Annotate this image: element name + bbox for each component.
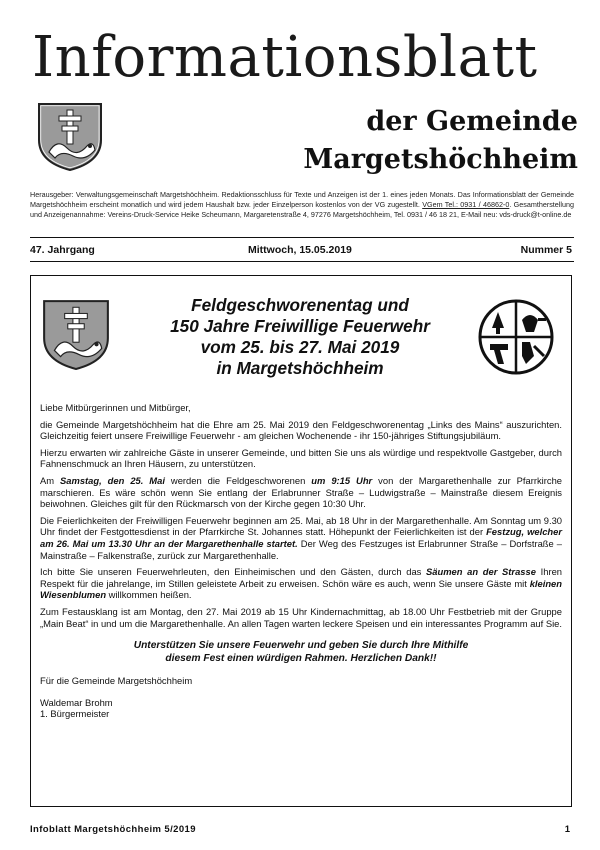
fire-brigade-emblem-icon bbox=[478, 298, 554, 376]
signer-name: Waldemar Brohm bbox=[40, 696, 113, 708]
headline-line: vom 25. bis 27. Mai 2019 bbox=[200, 337, 400, 357]
page-number: 1 bbox=[564, 824, 570, 835]
text: werden die Feldgeschworenen bbox=[164, 474, 312, 486]
paragraph-3 bbox=[40, 475, 562, 510]
text: Der Weg des Festzuges ist Erlabrunner Straße – Dorfstraße – Mainstraße – Falkenstraße, zurück zur Margarethenhalle. bbox=[40, 537, 562, 561]
divider-bottom bbox=[30, 261, 574, 262]
paragraph-5 bbox=[40, 566, 562, 601]
footer-publication: Infoblatt Margetshöchheim 5/2019 bbox=[30, 824, 196, 835]
text: willkommen heißen. bbox=[106, 589, 192, 601]
newsletter-subtitle-line1: der Gemeinde bbox=[366, 106, 578, 137]
salutation: Liebe Mitbürgerinnen und Mitbürger, bbox=[40, 402, 191, 413]
closing: Für die Gemeinde Margetshöchheim bbox=[40, 675, 193, 687]
paragraph-1: die Gemeinde Margetshöchheim hat die Ehre am 25. Mai 2019 den Feldgeschworenentag „Links des Mains“ auszurichten. Gleichzeitig feiert unsere Freiwillige Feuerwehr - am gleichen Wochenende - ihr 150-jähriges Stiftungsjubiläum. bbox=[40, 418, 562, 442]
publisher-text-part1: Herausgeber: Verwaltungsgemeinschaft Margetshöchheim. Redaktionsschluss für Texte und Anzeigen ist der 1. eines jeden Monats. Das Informationsblatt der Gemeinde Margetshöchheim erscheint monatlich und wird jedem Haushalt bzw. jeder Einzelperson kostenlos von der VG zugestellt. bbox=[30, 190, 574, 209]
coat-of-arms-icon bbox=[35, 100, 105, 172]
text: Ihren Respekt für die jahrelange, im Stillen geleistete Arbeit zu erweisen. Schön wäre es auch, wenn Sie unsere Gäste mit bbox=[40, 566, 562, 589]
appeal-line: Unterstützen Sie unsere Feuerwehr und geben Sie durch Ihre Mithilfe bbox=[133, 640, 469, 652]
headline-line: 150 Jahre Freiwillige Feuerwehr bbox=[170, 316, 430, 336]
emphasis: kleinen Wiesenblumen bbox=[40, 577, 562, 601]
text: Die Feierlichkeiten der Freiwilligen Feuerwehr beginnen am 25. Mai, ab 18 Uhr in der Margarethenhalle. Am Sonntag um 9.30 Uhr findet der Festgottesdienst in der Pfarrkirche St. Johannes statt. Höhepunkt der Feierlichkeiten ist der bbox=[40, 514, 562, 538]
publisher-text-part2: . Gesamtherstellung und Anzeigenannahme: Vereins-Druck-Service Heike Scheumann, Margaretenstraße 4, 97276 Margetshöchheim, Tel. 0931 / 46 18 21, E-Mail neu: vds-druck@t-online.de bbox=[30, 200, 574, 219]
headline-line: Feldgeschworenentag und bbox=[191, 295, 409, 315]
publisher-info bbox=[30, 190, 574, 220]
paragraph-2: Hierzu erwarten wir zahlreiche Gäste in unserer Gemeinde, und bitten Sie uns als würdige und respektvolle Gastgeber, durch Fahnenschmuck an Ihren Häusern, zu unterstützen. bbox=[40, 446, 562, 470]
appeal bbox=[40, 639, 562, 665]
signer-title: 1. Bürgermeister bbox=[40, 708, 110, 720]
appeal-line: diesem Fest einen würdigen Rahmen. Herzlichen Dank!! bbox=[165, 653, 437, 665]
article-body bbox=[40, 402, 562, 720]
issue-date: Mittwoch, 15.05.2019 bbox=[248, 244, 352, 256]
headline-line: in Margetshöchheim bbox=[216, 358, 384, 378]
newsletter-subtitle-line2: Margetshöchheim bbox=[303, 144, 578, 175]
issue-number: Nummer 5 bbox=[520, 244, 572, 256]
newsletter-title: Informationsblatt bbox=[32, 25, 538, 90]
emphasis: Festzug, welcher am 26. Mai um 13.30 Uhr an der Margarethenhalle startet. bbox=[40, 526, 563, 549]
text: Ich bitte Sie unseren Feuerwehrleuten, den Einheimischen und den Gästen, durch das bbox=[40, 566, 427, 578]
emphasis: Samstag, den 25. Mai bbox=[60, 474, 165, 486]
emphasis: Säumen an der Strasse bbox=[426, 566, 536, 578]
publisher-phone-link[interactable]: VGem Tel.: 0931 / 46862-0 bbox=[422, 200, 510, 209]
text: von der Margarethenhalle zur Pfarrkirche marschieren. Es wäre schön wenn Sie entlang der Erlabrunner Straße – Ludwigstraße – Mainstraße diesem Ereignis beiwohnen. Gleiches gilt für den Rückmarsch von der Kirche gegen 10:30 Uhr. bbox=[40, 474, 563, 510]
coat-of-arms-icon bbox=[40, 297, 112, 371]
paragraph-6: Zum Festausklang ist am Montag, den 27. Mai 2019 ab 15 Uhr Kindernachmittag, ab 18.00 Uhr Festbetrieb mit der Gruppe „Main Beat“ in und um die Margarethenhalle. An allen Tagen warten leckere Speisen und ein interessantes Programm auf Sie. bbox=[40, 605, 562, 629]
emphasis: um 9:15 Uhr bbox=[311, 474, 373, 486]
divider-top bbox=[30, 237, 574, 238]
text: Am bbox=[40, 474, 61, 486]
paragraph-4 bbox=[40, 515, 562, 561]
article-headline bbox=[120, 295, 480, 379]
issue-year: 47. Jahrgang bbox=[30, 244, 95, 256]
